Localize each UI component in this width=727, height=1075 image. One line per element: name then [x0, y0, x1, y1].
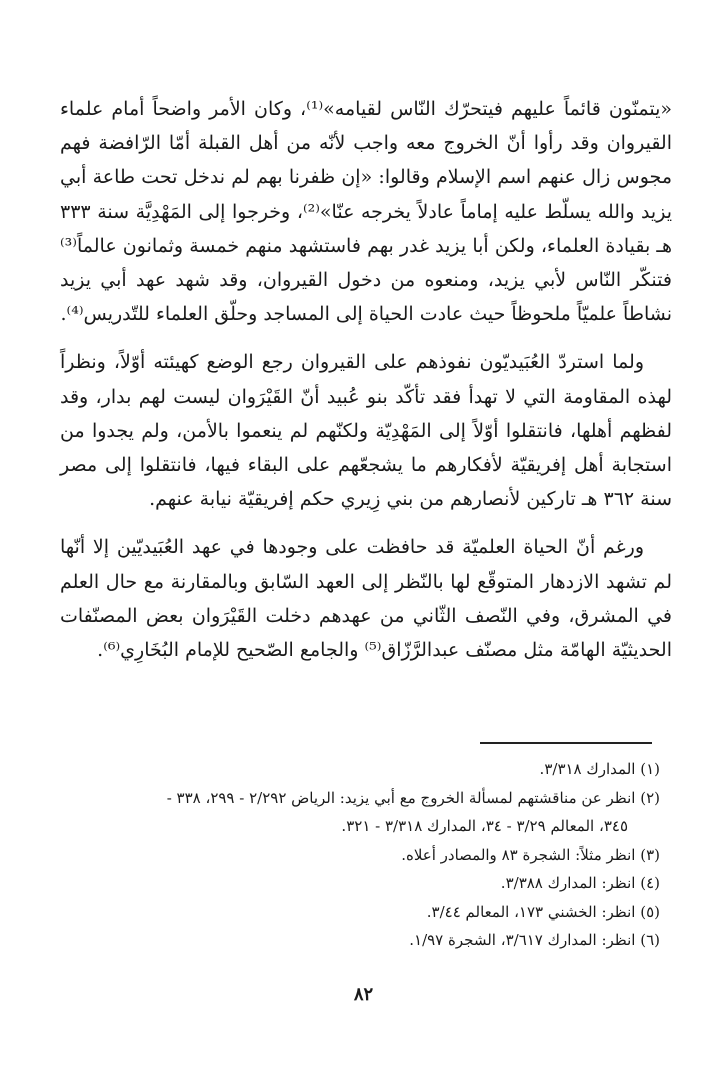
footnote-6 [60, 926, 660, 955]
footnote-separator [480, 742, 652, 744]
page-number: ٨٢ [353, 984, 374, 1005]
footnote-text: انظر مثلاً: الشجرة ٨٣ والمصادر أعلاه. [401, 845, 636, 864]
footnote-text: انظر: الخشني ١٧٣، المعالم ٣/٤٤. [426, 902, 636, 921]
main-text [60, 92, 672, 667]
footnote-text: المدارك ٣/٣١٨. [539, 760, 636, 778]
footnote-number: (٣) [640, 845, 660, 864]
footnote-4 [60, 869, 660, 898]
footnote-number: (٤) [640, 874, 660, 892]
footnote-2 [60, 784, 660, 841]
footnote-1 [60, 755, 660, 784]
footnote-3 [60, 841, 660, 870]
footnote-text: انظر: المدارك ٣/٣٨٨. [500, 874, 636, 892]
footnote-number: (١) [640, 760, 660, 778]
paragraph-2: ولما استردّ العُبَيديّون نفوذهم على القيروان رجع الوضع كهيئته أوّلاً، ونظراً لهذه المقاومة التي لا تهدأ فقد تأكّد بنو عُبيد أنّ القَيْرَوان ليست لهم بدار، وقد لفظهم أهلها، فانتقلوا أوّلاً إلى المَهْدِيّة ولكنّهم لم ينعموا بالأمن، ولم يجدوا من استجابة أهل إفريقيّة لأفكارهم ما يشجعّهم على البقاء فيها، فانتقلوا إلى مصر سنة ٣٦٢ هـ تاركين لأنصارهم من بني زِيري حكم إفريقيّة نيابة عنهم. [60, 351, 672, 511]
footnote-number: (٥) [640, 902, 660, 921]
footnote-number: (٢) [640, 788, 660, 807]
paragraph-3: ورغم أنّ الحياة العلميّة قد حافظت على وجودها في عهد العُبَيديّين إلا أنّها لم تشهد الازدهار المتوقّع لها بالنّظر إلى العهد السّابق وبالمقارنة مع حال العلم في المشرق، وفي النّصف الثّاني من عهدهم دخلت القَيْرَوان بعض المصنّفات الحديثيّة الهامّة مثل مصنّف عبدالرَّزّاق⁽⁵⁾ والجامع الصّحيح للإمام البُخَارِي⁽⁶⁾. [60, 536, 672, 662]
footnote-text: انظر عن مناقشتهم لمسألة الخروج مع أبي يزيد: الرياض ٢/٢٩٢ - ٢٩٩، ٣٣٨ - [166, 788, 636, 807]
footnotes [60, 755, 660, 955]
footnote-text: انظر: المدارك ٣/٦١٧، الشجرة ١/٩٧. [409, 931, 636, 949]
footnote-number: (٦) [640, 931, 660, 949]
footnote-5 [60, 898, 660, 927]
footnote-text-continued: ٣٤٥، المعالم ٣/٢٩ - ٣٤، المدارك ٣/٣١٨ - ٣٢١. [341, 817, 628, 835]
paragraph-1: «يتمنّون قائماً عليهم فيتحرّك النّاس لقيامه»⁽¹⁾، وكان الأمر واضحاً أمام علماء القيروان وقد رأوا أنّ الخروج معه واجب لأنّه من أهل القبلة أمّا الرّافضة فهم مجوس زال عنهم اسم الإسلام وقالوا: «إن ظفرنا بهم لم ندخل تحت طاعة أبي يزيد والله يسلّط عليه إماماً عادلاً يخرجه عنّا»⁽²⁾، وخرجوا إلى المَهْدِيَّة سنة ٣٣٣ هـ بقيادة العلماء، ولكن أبا يزيد غدر بهم فاستشهد منهم خمسة وثمانون عالماً⁽³⁾ فتنكّر النّاس لأبي يزيد، ومنعوه من دخول القيروان، وقد شهد عهد أبي يزيد نشاطاً علميّاً ملحوظاً حيث عادت الحياة إلى المساجد وحلّق العلماء للتّدريس⁽⁴⁾. [60, 98, 672, 326]
